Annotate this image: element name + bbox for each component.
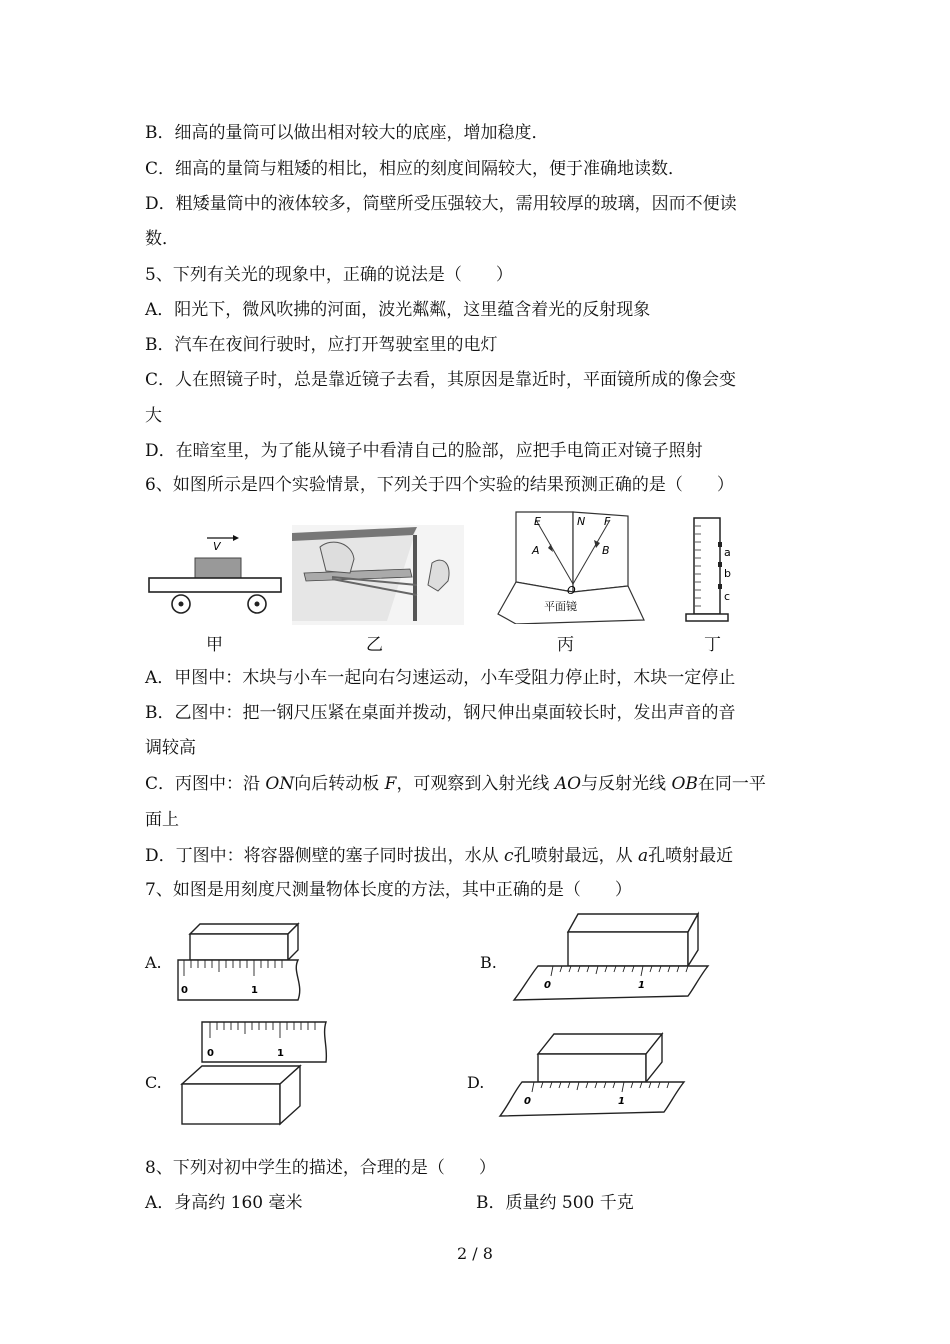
figure-6-yi [292,525,464,625]
q7-label-a: A. [145,953,162,972]
figure-6-ding [682,514,742,626]
q5-option-c-line1: C．人在照镜子时，总是靠近镜子去看，其原因是靠近时，平面镜所成的像会变 [145,370,737,390]
q5-stem: 5、下列有关光的现象中，正确的说法是（ ） [145,265,513,285]
q7-stem: 7、如图是用刻度尺测量物体长度的方法，其中正确的是（ ） [145,880,632,900]
q6c-symbol-on: ON [265,774,295,794]
hole-a-label: a [724,546,731,559]
q8-option-b: B．质量约 500 千克 [476,1193,634,1213]
q7a-tick-1: 1 [251,985,258,996]
q6c-text-3: ，可观察到入射光线 [396,774,555,794]
q7-figure-c [176,1018,332,1128]
q7c-tick-1: 1 [277,1048,284,1059]
ray-label-b: B [602,544,610,557]
q6-option-a: A．甲图中：木块与小车一起向右匀速运动，小车受阻力停止时，木块一定停止 [145,668,736,688]
q4-option-d-line2: 数． [145,229,179,249]
figure-6-bing [496,508,646,624]
q7-figure-d [496,1030,694,1126]
ray-label-n: N [577,515,586,528]
q6c-symbol-ao: AO [554,774,582,794]
q7c-tick-0: 0 [207,1048,214,1059]
q6-stem: 6、如图所示是四个实验情景，下列关于四个实验的结果预测正确的是（ ） [145,475,734,495]
hole-b-label: b [724,567,731,580]
q4-option-d-line1: D．粗矮量筒中的液体较多，筒壁所受压强较大，需用较厚的玻璃，因而不便读 [145,194,737,214]
q4-option-c: C．细高的量筒与粗矮的相比，相应的刻度间隔较大，便于准确地读数． [145,159,686,179]
figure-6-label-bing: 丙 [557,635,574,655]
ray-label-o: O [567,584,576,597]
page-number: 2 / 8 [457,1244,493,1263]
q8-stem: 8、下列对初中学生的描述，合理的是（ ） [145,1158,496,1178]
q7a-tick-0: 0 [181,985,188,996]
q6d-symbol-a: a [637,846,649,866]
q6c-text-2: 向后转动板 [294,774,385,794]
q7-label-c: C. [145,1073,162,1092]
q7d-tick-1: 1 [618,1096,625,1107]
ray-label-a: A [532,544,540,557]
q7b-tick-0: 0 [544,980,551,991]
q5-option-b: B．汽车在夜间行驶时，应打开驾驶室里的电灯 [145,335,498,355]
q6d-text-3: 孔喷射最近 [648,846,734,866]
q6d-text-2: 孔喷射最远，从 [513,846,638,866]
q6-option-c-line2: 面上 [145,810,179,830]
ray-label-f: F [604,515,611,528]
velocity-label: V [213,540,221,553]
q4-option-b: B．细高的量筒可以做出相对较大的底座，增加稳度． [145,123,549,143]
figure-6-jia [145,518,285,618]
q5-option-c-line2: 大 [145,406,162,426]
q7d-tick-0: 0 [524,1096,531,1107]
q7-figure-a [174,920,314,1004]
q6-option-d [145,845,733,867]
q6c-symbol-f: F [384,774,397,794]
q6d-text-1: D．丁图中：将容器侧壁的塞子同时拔出，水从 [145,846,505,866]
q8-option-a: A．身高约 160 毫米 [145,1193,303,1213]
hole-c-label: c [724,590,731,603]
q5-option-d: D．在暗室里，为了能从镜子中看清自己的脸部，应把手电筒正对镜子照射 [145,441,703,461]
mirror-label: 平面镜 [544,600,577,613]
figure-6-label-jia: 甲 [206,635,223,655]
q6c-text-5: 在同一平 [697,774,766,794]
q5-option-a: A．阳光下，微风吹拂的河面，波光粼粼，这里蕴含着光的反射现象 [145,300,651,320]
q6c-text-1: C．丙图中：沿 [145,774,266,794]
q7-label-d: D. [467,1073,485,1092]
q7b-tick-1: 1 [638,980,645,991]
figure-6-label-ding: 丁 [704,635,721,655]
q7-figure-b [508,910,718,1006]
q6-option-b-line2: 调较高 [145,738,196,758]
ray-label-e: E [534,515,541,528]
q6-option-b-line1: B．乙图中：把一钢尺压紧在桌面并拨动，钢尺伸出桌面较长时，发出声音的音 [145,703,736,723]
q6d-symbol-c: c [504,846,514,866]
q6-option-c-line1 [145,773,766,795]
figure-6-label-yi: 乙 [366,635,383,655]
q7-label-b: B. [480,953,497,972]
q6c-text-4: 与反射光线 [581,774,672,794]
q6c-symbol-ob: OB [671,774,698,794]
